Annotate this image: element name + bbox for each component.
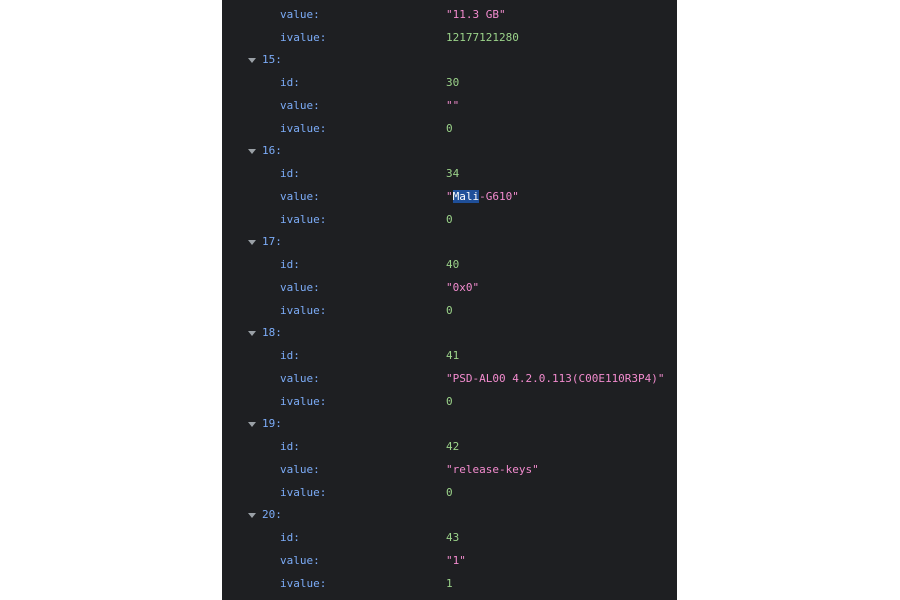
entry-header[interactable] (222, 231, 677, 254)
property-key: ivalue: (280, 121, 327, 135)
property-key: value: (280, 462, 320, 476)
string-value: "11.3 GB" (446, 7, 506, 21)
property-row-ivalue (222, 482, 677, 505)
property-key: value: (280, 98, 320, 112)
number-value: 34 (446, 167, 460, 180)
property-key: id: (280, 167, 300, 180)
entry-index: 18: (262, 326, 282, 340)
number-value: 0 (446, 303, 453, 317)
property-key: value: (280, 553, 320, 567)
property-row-id (222, 345, 677, 368)
property-key: id: (280, 440, 300, 453)
property-row-value (222, 459, 677, 482)
property-key: value: (280, 189, 320, 203)
json-viewer (222, 0, 677, 600)
entry-index: 17: (262, 235, 282, 249)
property-row-ivalue (222, 573, 677, 596)
number-value: 12177121280 (446, 30, 519, 44)
property-key: ivalue: (280, 394, 327, 408)
property-row-value (222, 95, 677, 118)
property-row-id (222, 72, 677, 95)
property-key: ivalue: (280, 212, 327, 226)
string-remainder: -G610" (479, 189, 519, 203)
triangle-down-icon[interactable] (248, 331, 256, 336)
number-value: 1 (446, 576, 453, 590)
property-key: id: (280, 76, 300, 89)
number-value: 0 (446, 394, 453, 408)
property-key: ivalue: (280, 576, 327, 590)
number-value: 40 (446, 258, 460, 271)
property-key: ivalue: (280, 303, 327, 317)
property-key: id: (280, 531, 300, 544)
triangle-down-icon[interactable] (248, 240, 256, 245)
number-value: 30 (446, 76, 460, 89)
property-row-value (222, 4, 677, 27)
property-row-id (222, 527, 677, 550)
property-key: ivalue: (280, 30, 327, 44)
entry-index: 16: (262, 144, 282, 158)
triangle-down-icon[interactable] (248, 58, 256, 63)
property-row-value (222, 186, 677, 209)
string-value (446, 186, 519, 209)
string-value: "1" (446, 553, 466, 567)
json-tree (222, 0, 677, 595)
property-row-id (222, 436, 677, 459)
property-key: ivalue: (280, 485, 327, 499)
entry-index: 19: (262, 417, 282, 431)
property-row-ivalue (222, 27, 677, 50)
property-row-ivalue (222, 209, 677, 232)
property-key: value: (280, 371, 320, 385)
string-value: "" (446, 98, 460, 112)
string-value: "release-keys" (446, 462, 539, 476)
property-row-ivalue (222, 118, 677, 141)
number-value: 42 (446, 440, 460, 453)
property-key: id: (280, 258, 300, 271)
number-value: 0 (446, 121, 453, 135)
property-key: value: (280, 280, 320, 294)
number-value: 0 (446, 212, 453, 226)
string-value: "0x0" (446, 280, 480, 294)
string-value: "PSD-AL00 4.2.0.113(C00E110R3P4)" (446, 371, 665, 385)
entry-header[interactable] (222, 322, 677, 345)
entry-header[interactable] (222, 49, 677, 72)
property-row-value (222, 550, 677, 573)
entry-index: 20: (262, 508, 282, 522)
property-row-value (222, 368, 677, 391)
entry-header[interactable] (222, 140, 677, 163)
entry-header[interactable] (222, 413, 677, 436)
entry-index: 15: (262, 53, 282, 67)
number-value: 41 (446, 349, 460, 362)
property-row-ivalue (222, 391, 677, 414)
triangle-down-icon[interactable] (248, 149, 256, 154)
property-row-id (222, 163, 677, 186)
property-key: value: (280, 7, 320, 21)
property-key: id: (280, 349, 300, 362)
entry-header[interactable] (222, 504, 677, 527)
triangle-down-icon[interactable] (248, 422, 256, 427)
triangle-down-icon[interactable] (248, 513, 256, 518)
number-value: 0 (446, 485, 453, 499)
selected-text[interactable]: Mali (452, 189, 480, 203)
string-quote-open: " (446, 189, 453, 203)
property-row-id (222, 254, 677, 277)
property-row-value (222, 277, 677, 300)
number-value: 43 (446, 531, 460, 544)
property-row-ivalue (222, 300, 677, 323)
